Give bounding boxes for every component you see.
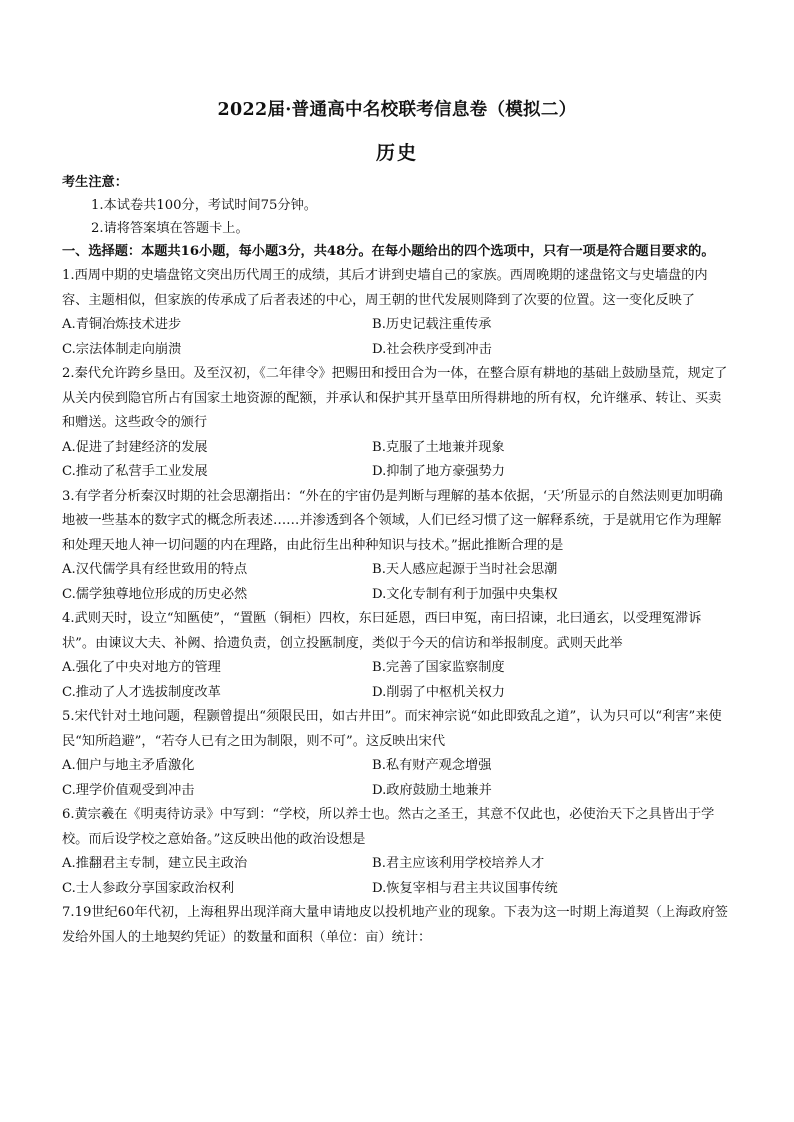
option-list [62,436,730,485]
option-c: C.士人参政分享国家政治权利 [62,880,235,896]
question-7 [62,901,730,950]
option-d: D.社会秩序受到冲击 [372,341,492,357]
question-stem: 4.武则天时，设立“知匦使”，“置匦（铜柜）四枚，东曰延恩，西曰申冤，南曰招谏，北曰通玄，以受理冤滞诉状”。由谏议大夫、补阙、拾遗负责，创立投匦制度，类似于今天的信访和举报制度。武则天此举 [62,611,702,651]
question-1 [62,264,730,362]
option-b: B.完善了国家监察制度 [372,660,505,675]
notice-heading: 考生注意： [62,175,128,190]
question-4 [62,607,730,705]
option-b: B.君主应该利用学校培养人才 [372,856,545,871]
question-3 [62,485,730,608]
option-b: B.历史记载注重传承 [372,317,492,332]
option-c: C.儒学独尊地位形成的历史必然 [62,586,248,602]
question-stem: 1.西周中期的史墙盘铭文突出历代周王的成绩，其后才讲到史墙自己的家族。西周晚期的逑盘铭文与史墙盘的内容、主题相似，但家族的传承成了后者表述的中心，周王朝的世代发展则降到了次要的位置。这一变化反映了 [62,268,708,308]
option-a: A.促进了封建经济的发展 [62,439,208,455]
option-d: D.政府鼓励土地兼并 [372,782,492,798]
option-d: D.削弱了中枢机关权力 [372,684,505,700]
option-c: C.推动了私营手工业发展 [62,464,208,479]
exam-content [62,172,730,950]
option-b: B.克服了土地兼并现象 [372,439,505,455]
option-c: C.宗法体制走向崩溃 [62,341,182,357]
section-heading: 一、选择题：本题共16小题，每小题3分，共48分。在每小题给出的四个选项中，只有一项是符合题目要求的。 [62,244,715,259]
exam-title: 2022届·普通高中名校联考信息卷（模拟二） [217,100,577,120]
question-stem: 6.黄宗羲在《明夷待访录》中写到：“学校，所以养士也。然古之圣王，其意不仅此也，必使治天下之具皆出于学校。而后设学校之意始备。”这反映出他的政治设想是 [62,807,715,847]
question-stem: 3.有学者分析秦汉时期的社会思潮指出：“外在的宇宙仍是判断与理解的基本依据，‘天’所显示的自然法则更加明确地被一些基本的数字式的概念所表述……并渗透到各个领域，人们已经习惯了这一解释系统，于是就用它作为理解和处理天地人神一切问题的内在理路，由此衍生出种种知识与技术。”据此推断合理的是 [62,488,723,553]
option-d: D.文化专制有利于加强中央集权 [372,586,558,602]
option-d: D.恢复宰相与君主共议国事传统 [372,880,558,896]
option-d: D.抑制了地方豪强势力 [372,464,505,479]
option-a: A.强化了中央对地方的管理 [62,660,221,675]
option-list [62,313,730,362]
question-stem: 5.宋代针对土地问题，程颢曾提出“须限民田，如古井田”。而宋神宗说“如此即致乱之道”，认为只可以“利害”来使民“知所趋避”，“若夺人已有之田为制限，则不可”。这反映出宋代 [62,709,722,749]
option-list [62,754,730,803]
option-list [62,656,730,705]
question-5 [62,705,730,803]
question-2 [62,362,730,485]
option-c: C.推动了人才选拔制度改革 [62,684,221,700]
question-stem: 7.19世纪60年代初，上海租界出现洋商大量申请地皮以投机地产业的现象。下表为这一时期上海道契（上海政府签发给外国人的土地契约凭证）的数量和面积（单位：亩）统计： [62,905,728,945]
option-a: A.佃户与地主矛盾激化 [62,758,195,773]
option-a: A.推翻君主专制，建立民主政治 [62,856,248,871]
option-list [62,852,730,901]
option-a: A.青铜冶炼技术进步 [62,317,182,332]
subject-title: 历史 [375,142,418,164]
option-list [62,558,730,607]
option-b: B.私有财产观念增强 [372,758,492,773]
question-stem: 2.秦代允许跨乡垦田。及至汉初，《二年律令》把赐田和授田合为一体，在整合原有耕地的基础上鼓励垦荒，规定了从关内侯到隐官所占有国家土地资源的配额，并承认和保护其开垦草田所得耕地的所有权，允许继承、转让、买卖和赠送。这些政令的颁行 [62,366,728,430]
option-c: C.理学价值观受到冲击 [62,782,195,798]
question-6 [62,803,730,901]
notice-item: 2.请将答案填在答题卡上。 [91,221,249,236]
option-b: B.天人感应起源于当时社会思潮 [372,562,558,577]
notice-item: 1.本试卷共100分，考试时间75分钟。 [91,198,317,213]
option-a: A.汉代儒学具有经世致用的特点 [62,562,248,577]
